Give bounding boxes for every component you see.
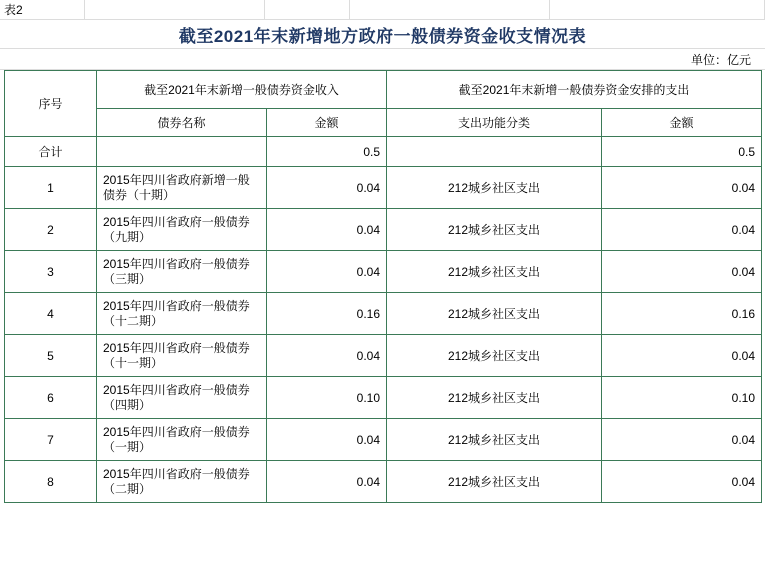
page-title: 截至2021年末新增地方政府一般债券资金收支情况表 bbox=[178, 26, 587, 46]
row-no: 5 bbox=[5, 335, 97, 377]
table-row bbox=[5, 335, 762, 377]
row-no: 7 bbox=[5, 419, 97, 461]
row-amount-expense: 0.04 bbox=[602, 461, 762, 503]
row-function-class: 212城乡社区支出 bbox=[387, 461, 602, 503]
row-amount-income: 0.16 bbox=[267, 293, 387, 335]
row-amount-expense: 0.04 bbox=[602, 335, 762, 377]
row-function-class: 212城乡社区支出 bbox=[387, 335, 602, 377]
row-no: 6 bbox=[5, 377, 97, 419]
grid-cell-empty bbox=[550, 0, 765, 19]
grid-cell-empty bbox=[85, 0, 265, 19]
row-bond-name: 2015年四川省政府一般债券（十一期） bbox=[97, 335, 267, 377]
total-amount-expense: 0.5 bbox=[602, 137, 762, 167]
table-header-group-row bbox=[5, 71, 762, 109]
header-group-income: 截至2021年末新增一般债券资金收入 bbox=[97, 71, 387, 109]
bond-funds-table bbox=[4, 70, 762, 503]
table-row bbox=[5, 419, 762, 461]
table-row bbox=[5, 209, 762, 251]
total-label: 合计 bbox=[5, 137, 97, 167]
header-function-class: 支出功能分类 bbox=[387, 109, 602, 137]
header-bond-name: 债券名称 bbox=[97, 109, 267, 137]
table-row bbox=[5, 293, 762, 335]
row-no: 8 bbox=[5, 461, 97, 503]
row-function-class: 212城乡社区支出 bbox=[387, 209, 602, 251]
row-bond-name: 2015年四川省政府一般债券（一期） bbox=[97, 419, 267, 461]
total-amount-income: 0.5 bbox=[267, 137, 387, 167]
header-amount-expense: 金额 bbox=[602, 109, 762, 137]
row-bond-name: 2015年四川省政府一般债券（九期） bbox=[97, 209, 267, 251]
row-no: 4 bbox=[5, 293, 97, 335]
row-amount-income: 0.04 bbox=[267, 209, 387, 251]
row-function-class: 212城乡社区支出 bbox=[387, 251, 602, 293]
header-no: 序号 bbox=[5, 71, 97, 137]
row-bond-name: 2015年四川省政府新增一般债券（十期） bbox=[97, 167, 267, 209]
table-body bbox=[5, 137, 762, 503]
table-row bbox=[5, 251, 762, 293]
row-amount-expense: 0.04 bbox=[602, 167, 762, 209]
header-amount-income: 金额 bbox=[267, 109, 387, 137]
table-row-total bbox=[5, 137, 762, 167]
row-bond-name: 2015年四川省政府一般债券（四期） bbox=[97, 377, 267, 419]
row-amount-expense: 0.16 bbox=[602, 293, 762, 335]
table-row bbox=[5, 461, 762, 503]
row-amount-expense: 0.04 bbox=[602, 419, 762, 461]
row-function-class: 212城乡社区支出 bbox=[387, 293, 602, 335]
row-amount-expense: 0.10 bbox=[602, 377, 762, 419]
grid-cell-empty bbox=[265, 0, 350, 19]
total-bond-name bbox=[97, 137, 267, 167]
row-function-class: 212城乡社区支出 bbox=[387, 377, 602, 419]
row-amount-income: 0.04 bbox=[267, 167, 387, 209]
table-row bbox=[5, 377, 762, 419]
row-no: 1 bbox=[5, 167, 97, 209]
row-bond-name: 2015年四川省政府一般债券（二期） bbox=[97, 461, 267, 503]
total-function-class bbox=[387, 137, 602, 167]
unit-label: 单位：亿元 bbox=[690, 52, 751, 67]
row-amount-expense: 0.04 bbox=[602, 209, 762, 251]
sheet-tag: 表2 bbox=[0, 0, 85, 19]
row-bond-name: 2015年四川省政府一般债券（十二期） bbox=[97, 293, 267, 335]
row-no: 3 bbox=[5, 251, 97, 293]
row-amount-income: 0.04 bbox=[267, 335, 387, 377]
row-amount-income: 0.04 bbox=[267, 251, 387, 293]
row-bond-name: 2015年四川省政府一般债券（三期） bbox=[97, 251, 267, 293]
row-amount-expense: 0.04 bbox=[602, 251, 762, 293]
row-function-class: 212城乡社区支出 bbox=[387, 167, 602, 209]
header-group-expense: 截至2021年末新增一般债券资金安排的支出 bbox=[387, 71, 762, 109]
table-row bbox=[5, 167, 762, 209]
row-amount-income: 0.10 bbox=[267, 377, 387, 419]
row-function-class: 212城乡社区支出 bbox=[387, 419, 602, 461]
row-no: 2 bbox=[5, 209, 97, 251]
sheet-tag-row bbox=[0, 0, 765, 20]
row-amount-income: 0.04 bbox=[267, 419, 387, 461]
unit-band bbox=[0, 49, 765, 70]
title-band bbox=[0, 20, 765, 49]
table-header-sub-row bbox=[5, 109, 762, 137]
grid-cell-empty bbox=[350, 0, 550, 19]
row-amount-income: 0.04 bbox=[267, 461, 387, 503]
